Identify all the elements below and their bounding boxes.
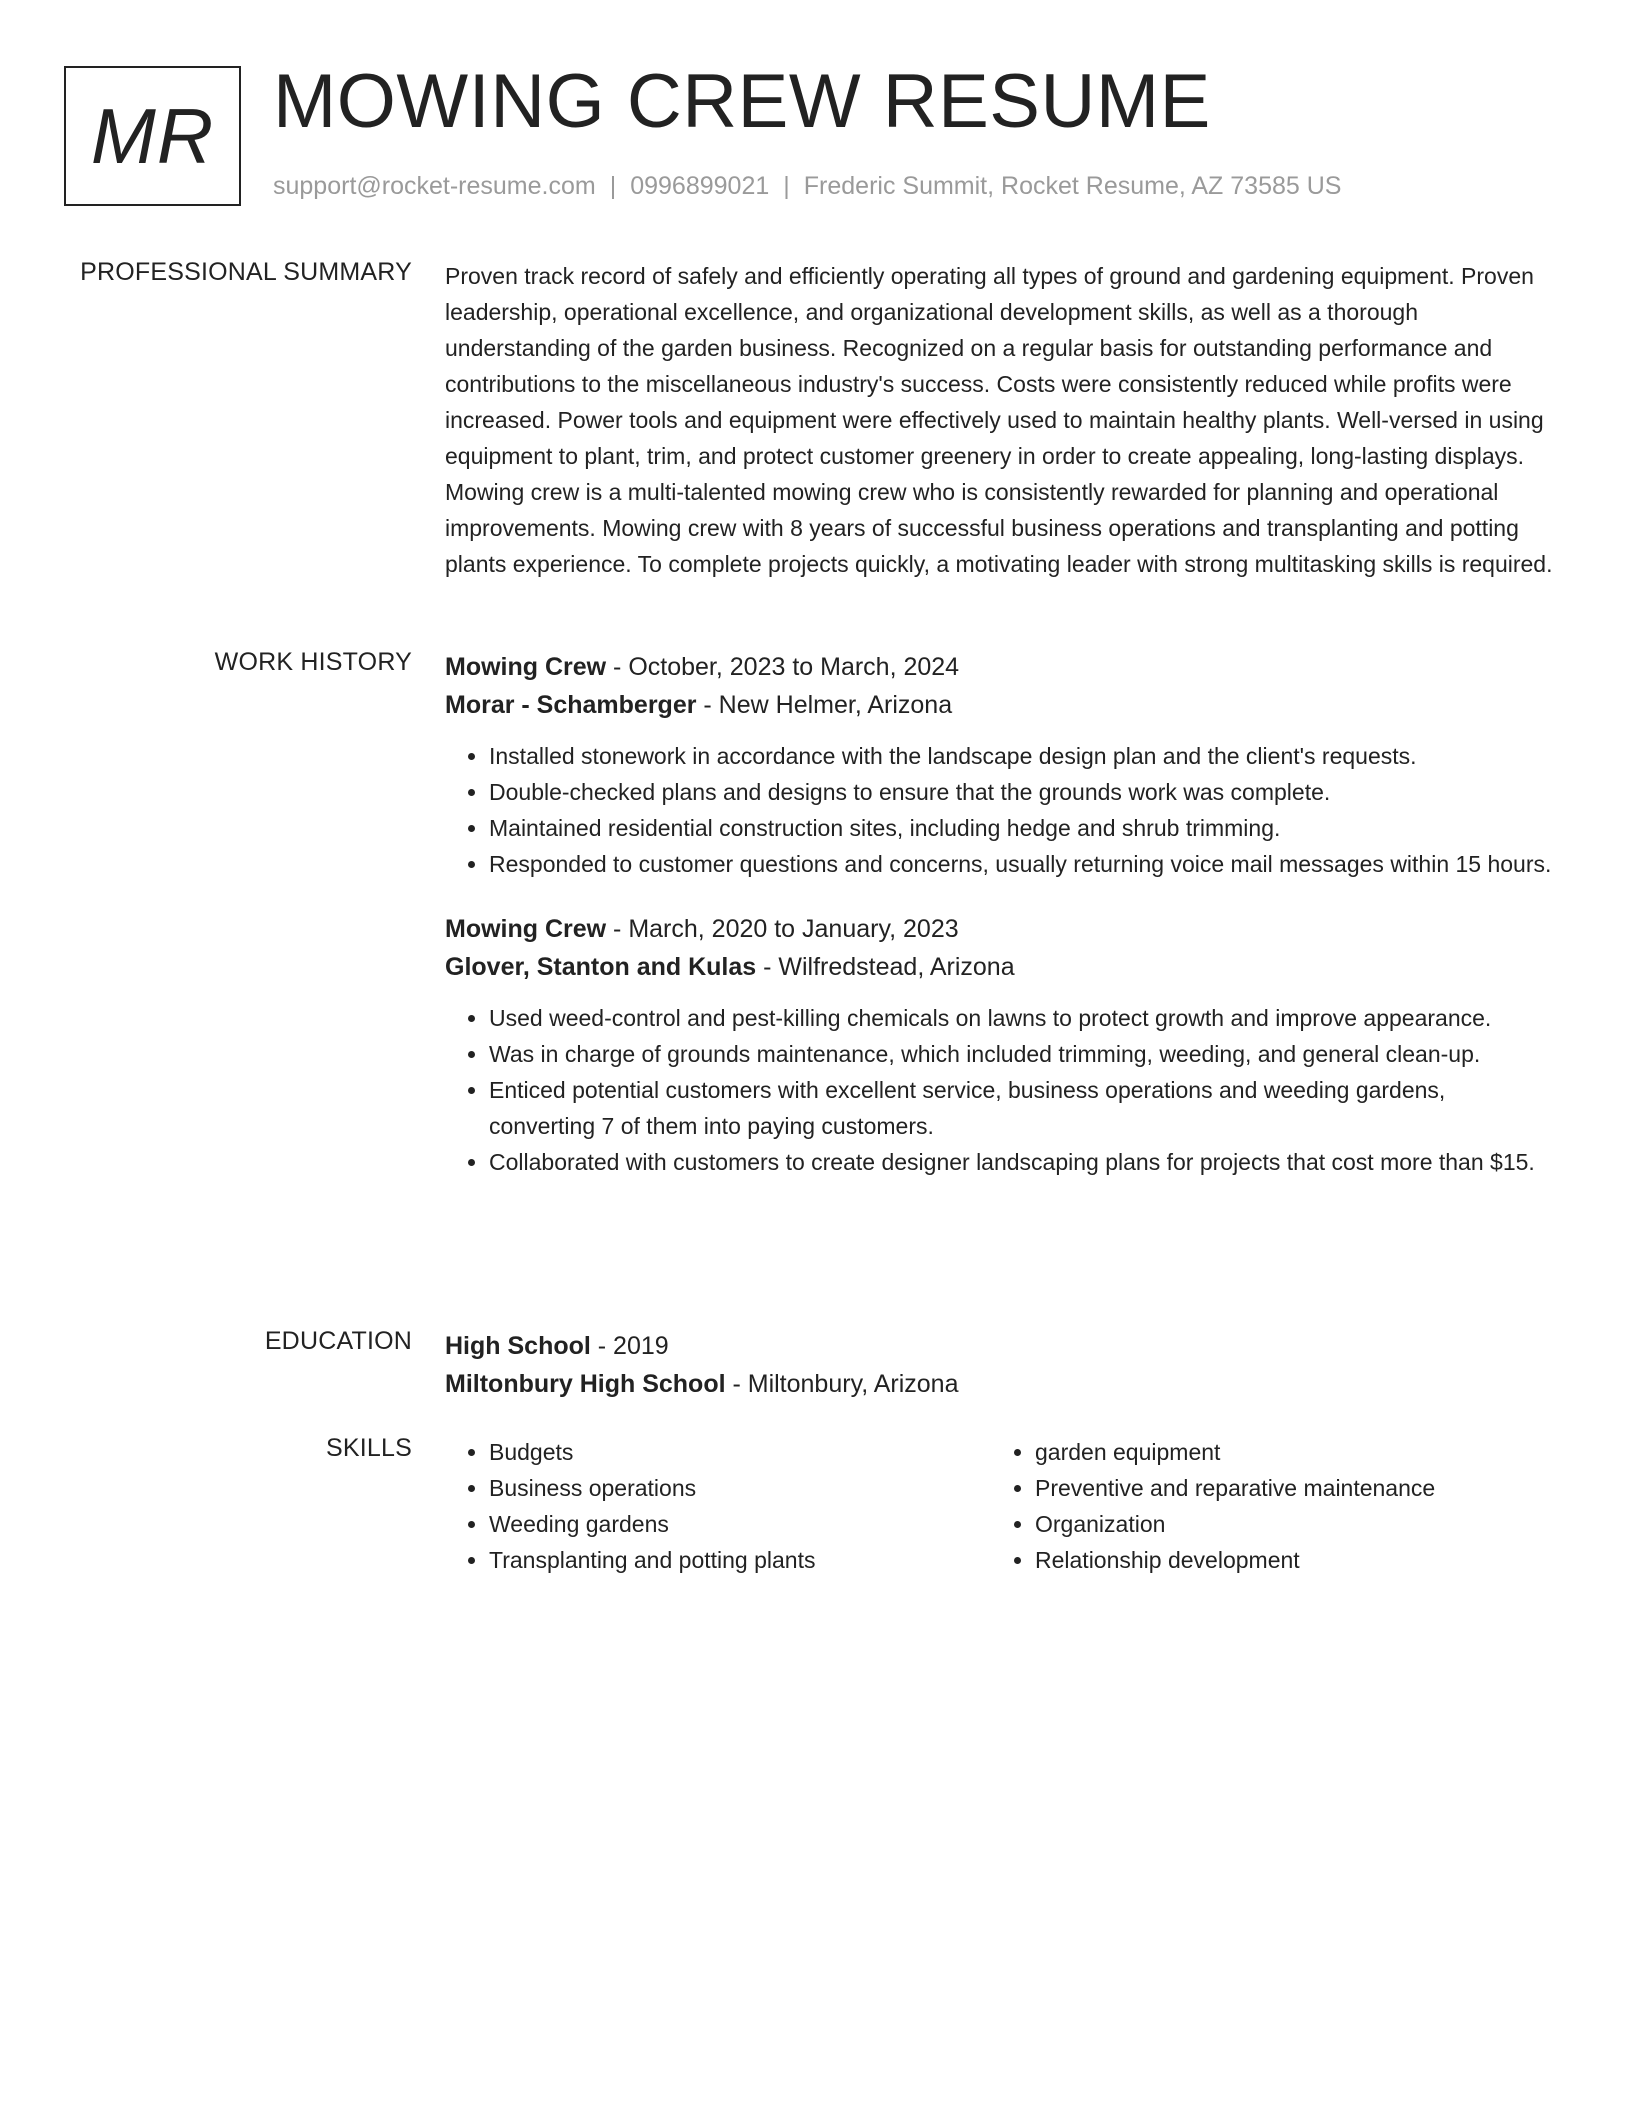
skills-column-left bbox=[445, 1434, 991, 1578]
skills-label: SKILLS bbox=[326, 1434, 412, 1462]
initials-monogram bbox=[64, 66, 241, 206]
summary-text: Proven track record of safely and efficiently operating all types of ground and gardening equipment. Proven leadership, operational excellence, and organizational development skills, as well as a thorough understanding of the garden business. Recognized on a regular basis for outstanding performance and contributions to the miscellaneous industry's success. Costs were consistently reduced while profits were increased. Power tools and equipment were effectively used to maintain healthy plants. Well-versed in using equipment to plant, trim, and protect customer greenery in order to create appealing, long-lasting displays. Mowing crew is a multi-talented mowing crew who is consistently rewarded for planning and operational improvements. Mowing crew with 8 years of successful business operations and transplanting and potting plants experience. To complete projects quickly, a motivating leader with strong multitasking skills is required. bbox=[445, 263, 1553, 577]
education-location: - Miltonbury, Arizona bbox=[725, 1370, 959, 1398]
skills-body bbox=[445, 1434, 1557, 1578]
skill-item: • Weeding gardens bbox=[489, 1506, 991, 1542]
job-title: Mowing Crew bbox=[445, 915, 607, 943]
job-bullet: • Used weed-control and pest-killing chemicals on lawns to protect growth and improve appearance. bbox=[489, 1000, 1557, 1036]
job-bullets bbox=[445, 1000, 1557, 1180]
contact-address: Frederic Summit, Rocket Resume, AZ 73585 US bbox=[803, 172, 1342, 200]
job-bullet: • Maintained residential construction sites, including hedge and shrub trimming. bbox=[489, 810, 1557, 846]
job-bullets bbox=[445, 738, 1557, 882]
education-body bbox=[445, 1327, 1557, 1403]
skill-item: • Transplanting and potting plants bbox=[489, 1542, 991, 1578]
work-history-label: WORK HISTORY bbox=[214, 648, 412, 676]
education-school: Miltonbury High School bbox=[445, 1370, 726, 1398]
skills-columns bbox=[445, 1434, 1557, 1578]
contact-line bbox=[273, 172, 1341, 201]
job-bullet: • Collaborated with customers to create designer landscaping plans for projects that cost more than $15. bbox=[489, 1144, 1557, 1180]
skill-item: • Relationship development bbox=[1035, 1542, 1537, 1578]
skill-item: • Preventive and reparative maintenance bbox=[1035, 1470, 1537, 1506]
skills-column-right bbox=[991, 1434, 1537, 1578]
education-degree: High School bbox=[445, 1332, 591, 1360]
job-company: Glover, Stanton and Kulas bbox=[445, 953, 757, 981]
job-company: Morar - Schamberger bbox=[445, 691, 697, 719]
job-title: Mowing Crew bbox=[445, 653, 607, 681]
education-label: EDUCATION bbox=[264, 1327, 412, 1355]
education-degree-line bbox=[445, 1327, 1557, 1365]
job-company-line bbox=[445, 686, 1557, 724]
job-dates: - October, 2023 to March, 2024 bbox=[606, 653, 960, 681]
education-year: - 2019 bbox=[590, 1332, 669, 1360]
job-bullet: • Responded to customer questions and concerns, usually returning voice mail messages within 15 hours. bbox=[489, 846, 1557, 882]
job-bullet: • Double-checked plans and designs to ensure that the grounds work was complete. bbox=[489, 774, 1557, 810]
contact-phone: 0996899021 bbox=[630, 172, 770, 200]
job-bullet: • Was in charge of grounds maintenance, which included trimming, weeding, and general clean-up. bbox=[489, 1036, 1557, 1072]
job-location: - Wilfredstead, Arizona bbox=[756, 953, 1015, 981]
summary-label: PROFESSIONAL SUMMARY bbox=[80, 258, 412, 286]
contact-separator: | bbox=[609, 172, 617, 200]
job-dates: - March, 2020 to January, 2023 bbox=[606, 915, 959, 943]
skill-item: • Budgets bbox=[489, 1434, 991, 1470]
job-entry bbox=[445, 910, 1557, 1180]
job-title-line bbox=[445, 910, 1557, 948]
job-company-line bbox=[445, 948, 1557, 986]
education-school-line bbox=[445, 1365, 1557, 1403]
skill-item: • Organization bbox=[1035, 1506, 1537, 1542]
job-bullet: • Installed stonework in accordance with the landscape design plan and the client's requests. bbox=[489, 738, 1557, 774]
job-entry bbox=[445, 648, 1557, 882]
work-history-body bbox=[445, 648, 1557, 1208]
summary-body bbox=[445, 258, 1557, 582]
contact-separator: | bbox=[783, 172, 790, 200]
skill-item: • Business operations bbox=[489, 1470, 991, 1506]
contact-email: support@rocket-resume.com bbox=[273, 172, 596, 200]
resume-title: MOWING CREW RESUME bbox=[273, 59, 1211, 144]
job-title-line bbox=[445, 648, 1557, 686]
initials-text: MR bbox=[90, 92, 215, 180]
job-location: - New Helmer, Arizona bbox=[696, 691, 953, 719]
skill-item: • garden equipment bbox=[1035, 1434, 1537, 1470]
job-bullet: • Enticed potential customers with excellent service, business operations and weeding gardens, converting 7 of them into paying customers. bbox=[489, 1072, 1557, 1144]
